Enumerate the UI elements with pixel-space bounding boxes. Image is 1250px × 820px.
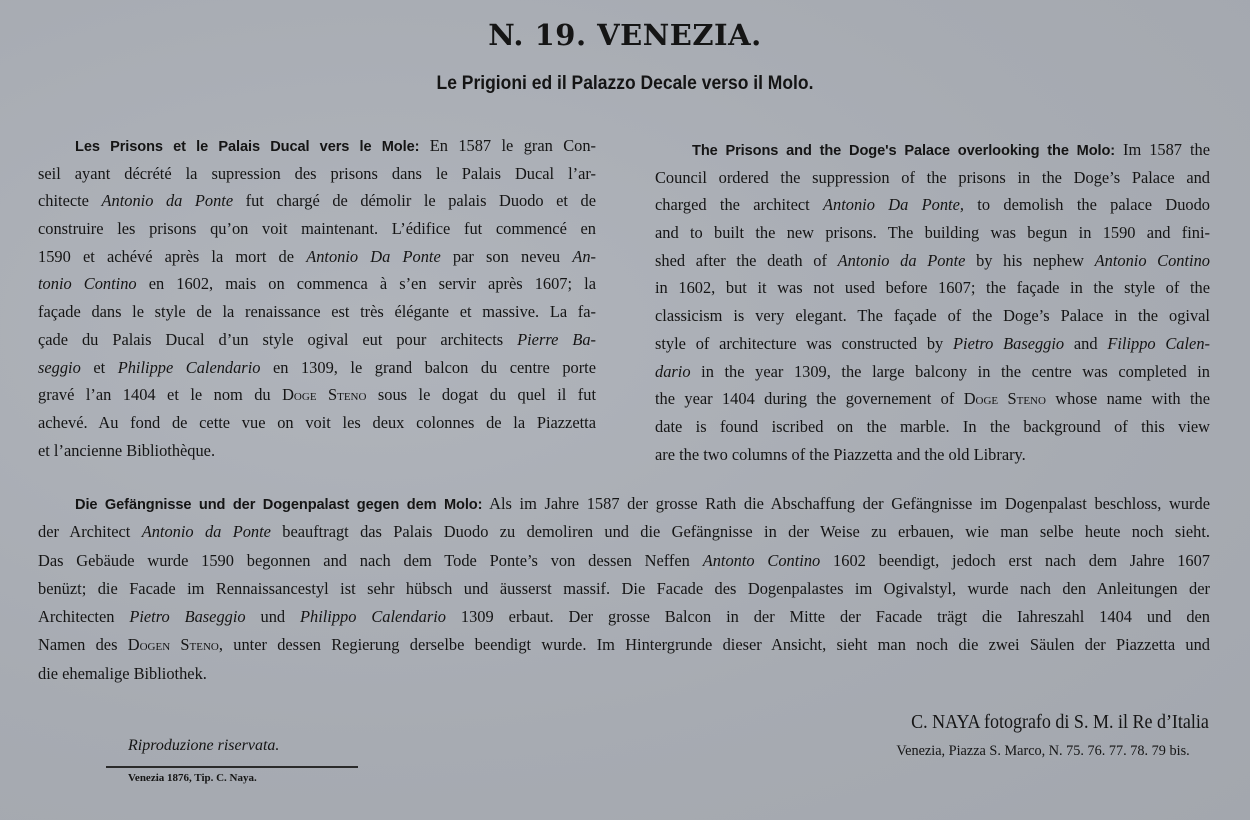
text-run: en 1309, le grand balcon du centre porte [260,357,596,377]
text-run: En 1587 le gran Con- [419,136,596,155]
text-line [38,631,1210,659]
text-run: shed after the death of [655,250,838,270]
text-line [655,191,1210,219]
text-line [38,603,1210,631]
photographer-address: Venezia, Piazza S. Marco, N. 75. 76. 77. 78. 79 bis. [896,743,1190,759]
text-run: in the year 1309, the large balcony in the centre was completed in [690,361,1210,381]
text-line [38,490,1210,518]
text-run: achevé. Au fond de cette vue on voit les deux colonnes de la Piazzetta [38,412,596,432]
text-line [38,187,596,215]
text-run: Als im Jahre 1587 der grosse Rath die Abschaffung der Gefängnisse im Dogenpalast beschloss, wurde [482,494,1210,513]
text-line [38,575,1210,603]
text-run: Im 1587 the [1115,140,1210,159]
text-run: Namen des [38,635,128,655]
text-run: çade du Palais Ducal d’un style ogival eut pour architects [38,329,518,349]
italic-name: Antonio Da Ponte, [823,195,964,215]
italic-name: Antonio da Ponte [101,191,234,211]
text-line [38,215,596,243]
text-line [38,381,596,409]
section-heading: The Prisons and the Doge's Palace overlooking the Molo: [692,143,1116,159]
italic-name: Antonio Contino [1094,250,1210,270]
text-run: und [245,607,300,627]
text-run: fut chargé de démolir le palais Duodo et de [233,191,596,211]
text-run: der Architect [38,522,142,542]
italic-name: Philippe Calendario [117,357,261,377]
text-run: sous le dogat du quel il fut [366,385,596,405]
divider [106,766,358,768]
text-run: benüzt; die Facade im Rennaissancestyl ist sehr hübsch und äusserst massif. Die Facade des Dogenpalastes im Ogivalstyl, wurde nach den Anleitungen der [38,578,1210,598]
text-line [655,385,1210,413]
text-run: are the two columns of the Piazzetta and the old Library. [655,444,1026,464]
text-run: Council ordered the suppression of the prisons in the Doge’s Palace and [655,167,1210,187]
text-run: et l’ancienne Bibliothèque. [38,440,216,460]
text-line [655,413,1210,441]
text-run: by his nephew [965,250,1095,270]
text-run: the year 1404 during the governement of [655,389,964,409]
text-line [38,326,596,354]
italic-name: dario [655,361,691,381]
text-run: 1602 beendigt, jedoch erst nach dem Jahre 1607 [820,550,1210,570]
text-line [38,518,1210,546]
italic-name: Antonio da Ponte [837,250,966,270]
italic-name: Antonio da Ponte [141,522,271,542]
section-heading: Die Gefängnisse und der Dogenpalast gegen dem Molo: [75,497,483,513]
text-line [655,358,1210,386]
printer-imprint: Venezia 1876, Tip. C. Naya. [128,772,257,784]
text-run: charged the architect [655,195,824,215]
text-line [655,330,1210,358]
text-line [655,164,1210,192]
text-run: 1590 et achévé après la mort de [38,246,307,266]
german-paragraph [38,490,1210,688]
text-run: seil ayant décrété la supression des prisons dans le Palais Ducal l’ar- [38,163,596,183]
italic-name: Antonto Contino [702,550,821,570]
text-run: , unter dessen Regierung derselbe beendigt wurde. Im Hintergrunde dieser Ansicht, sieht man noch die zwei Säulen der Piazzetta und [218,635,1210,655]
text-run: and [1064,333,1108,353]
text-run: whose name with the [1045,389,1210,409]
text-line [38,243,596,271]
text-run: construire les prisons qu’on voit maintenant. L’édifice fut commencé en [38,219,596,239]
text-line [38,270,596,298]
text-run: gravé l’an 1404 et le nom du [38,385,283,405]
text-run: classicism is very elegant. The façade of the Doge’s Palace in the ogival [655,306,1210,326]
text-line [655,219,1210,247]
text-line [38,160,596,188]
text-line [38,437,596,465]
text-run: Doge Steno [282,385,367,405]
italic-name: Filippo Calen- [1107,333,1210,353]
text-run: in 1602, but it was not used before 1607; the façade in the style of the [655,278,1210,298]
photographer-credit: C. NAYA fotografo di S. M. il Re d’Italia [911,711,1209,733]
text-line [655,247,1210,275]
text-run: et [80,357,118,377]
english-paragraph [655,136,1210,468]
text-run: par son neveu [440,246,573,266]
text-run: façade dans le style de la renaissance est très élégante et massive. La fa- [38,302,596,322]
italic-name: Pietro Baseggio [953,333,1065,353]
text-line [655,136,1210,164]
text-run: and to built the new prisons. The building was begun in 1590 and fini- [655,223,1210,243]
italic-name: tonio Contino [38,274,137,294]
italic-name: Antonio Da Ponte [306,246,441,266]
text-run: Dogen Steno [127,635,219,655]
text-line [38,354,596,382]
text-line [38,298,596,326]
text-line [38,409,596,437]
text-line [655,441,1210,469]
text-line [38,132,596,160]
text-run: chitecte [38,191,102,211]
text-run: 1309 erbaut. Der grosse Balcon in der Mitte der Facade trägt die Iahreszahl 1404 und den [446,607,1210,627]
text-run: die ehemalige Bibliothek. [38,663,207,683]
text-line [38,547,1210,575]
text-run: beauftragt das Palais Duodo zu demoliren und die Gefängnisse in der Weise zu erbauen, wie man selbe heute noch sieht. [270,522,1210,542]
text-run: to demolish the palace Duodo [963,195,1210,215]
italic-name: seggio [38,357,81,377]
section-heading: Les Prisons et le Palais Ducal vers le Mole: [75,139,420,155]
italic-name: Pietro Baseggio [129,607,246,627]
text-line [655,274,1210,302]
text-line [38,660,1210,688]
text-run: Doge Steno [963,389,1046,409]
page-subtitle: Le Prigioni ed il Palazzo Decale verso il Molo. [436,73,814,94]
text-run: en 1602, mais on commenca à s’en servir après 1607; la [136,274,596,294]
french-paragraph [38,132,596,464]
italic-name: An- [572,246,596,266]
text-run: Das Gebäude wurde 1590 begonnen and nach dem Tode Ponte’s von dessen Neffen [38,550,703,570]
text-run: date is found iscribed on the marble. In the background of this view [655,416,1210,436]
text-run: Architecten [38,607,130,627]
page-title: N. 19. VENEZIA. [488,18,762,52]
reproduction-notice: Riproduzione riservata. [128,737,280,754]
italic-name: Philippo Calendario [299,607,447,627]
italic-name: Pierre Ba- [517,329,596,349]
text-run: style of architecture was constructed by [655,333,953,353]
text-line [655,302,1210,330]
